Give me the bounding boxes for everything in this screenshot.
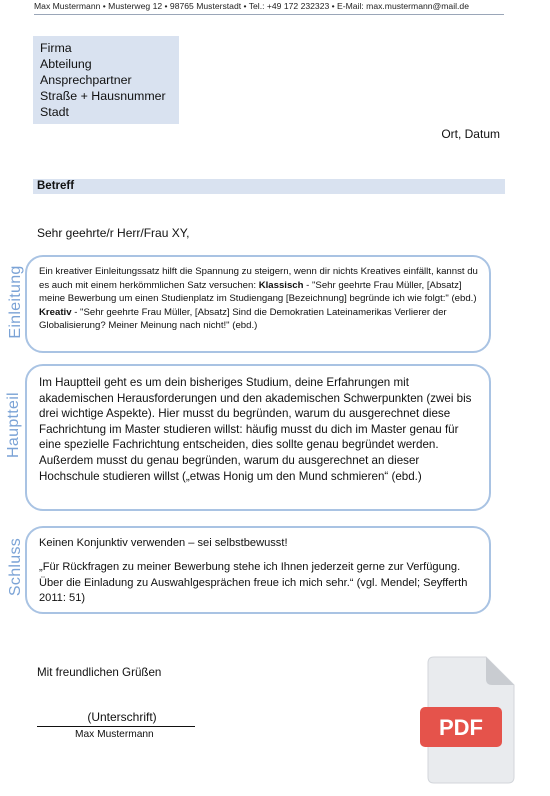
main-paragraph-1: Im Hauptteil geht es um dein bisheriges Studium, deine Erfahrungen mit akademischen Herausforderungen und den akademischen Schwerpunkten (zwei bis drei wichtige Aspekte). Hier musst du begründen, warum du ausgerechnet diese Fachrichtung im Master studieren willst: häufig musst du dich im Master genau für eine spezielle Fachrichtung entscheiden, dies sollte genau begründet werden. xyxy=(39,376,472,452)
main-section-box xyxy=(25,364,491,511)
signature-block xyxy=(37,710,195,740)
place-date: Ort, Datum xyxy=(441,127,500,141)
recipient-street: Straße + Hausnummer xyxy=(40,89,166,103)
intro-section-label: Einleitung xyxy=(7,265,24,339)
end-line-2: „Für Rückfragen zu meiner Bewerbung stehe ich Ihnen jederzeit gerne zur Verfügung. Über die Einladung zu Auswahlgesprächen freue ich mich sehr.“ (vgl. Mendel; Seyfferth 2011: 51) xyxy=(39,561,468,605)
sender-line: Max Mustermann • Musterweg 12 • 98765 Musterstadt • Tel.: +49 172 232323 • E-Mail: max.mustermann@mail.de xyxy=(34,1,504,15)
signature-label: (Unterschrift) xyxy=(87,710,157,724)
closing-phrase: Mit freundlichen Grüßen xyxy=(37,666,162,679)
intro-text-1: Ein kreativer Einleitungssatz hilft die Spannung zu steigern, wenn dir nichts Kreatives einfällt, kannst du es auch mit einem herkömmlichen Satz versuchen: xyxy=(39,266,478,291)
end-section-box xyxy=(25,526,491,614)
recipient-department: Abteilung xyxy=(40,57,92,71)
signature-line xyxy=(37,726,195,727)
recipient-contact: Ansprechpartner xyxy=(40,73,132,87)
recipient-city: Stadt xyxy=(40,105,69,119)
intro-bold-creative: Kreativ xyxy=(39,306,72,318)
main-paragraph-2: Außerdem musst du genau begründen, warum du ausgerechnet an dieser Hochschule studieren willst („etwas Honig um den Mund schmieren“ (ebd.) xyxy=(39,453,422,483)
intro-text-2: - "Sehr geehrte Frau Müller, [Absatz] meine Bewerbung um einen Studienplatz im Studiengang [Bezeichnung] begründe ich wie folgt:" (ebd.) xyxy=(39,279,477,304)
main-section-label: Hauptteil xyxy=(5,392,22,458)
end-line-1: Keinen Konjunktiv verwenden – sei selbstbewusst! xyxy=(39,537,288,549)
subject-line: Betreff xyxy=(33,179,505,194)
intro-section-box xyxy=(25,255,491,353)
signature-name: Max Mustermann xyxy=(75,729,154,740)
end-section-label: Schluss xyxy=(7,537,24,597)
recipient-address-block xyxy=(33,36,179,124)
salutation: Sehr geehrte/r Herr/Frau XY, xyxy=(37,226,190,240)
pdf-badge-text: PDF xyxy=(439,715,483,740)
recipient-company: Firma xyxy=(40,41,72,55)
pdf-file-icon[interactable] xyxy=(420,655,516,785)
intro-bold-classic: Klassisch xyxy=(258,279,304,291)
intro-text-3: - "Sehr geehrte Frau Müller, [Absatz] Sind die Demokratien Lateinamerikas Verlierer der Globalisierung? Meiner Meinung nach nicht!" (ebd.) xyxy=(39,306,447,331)
